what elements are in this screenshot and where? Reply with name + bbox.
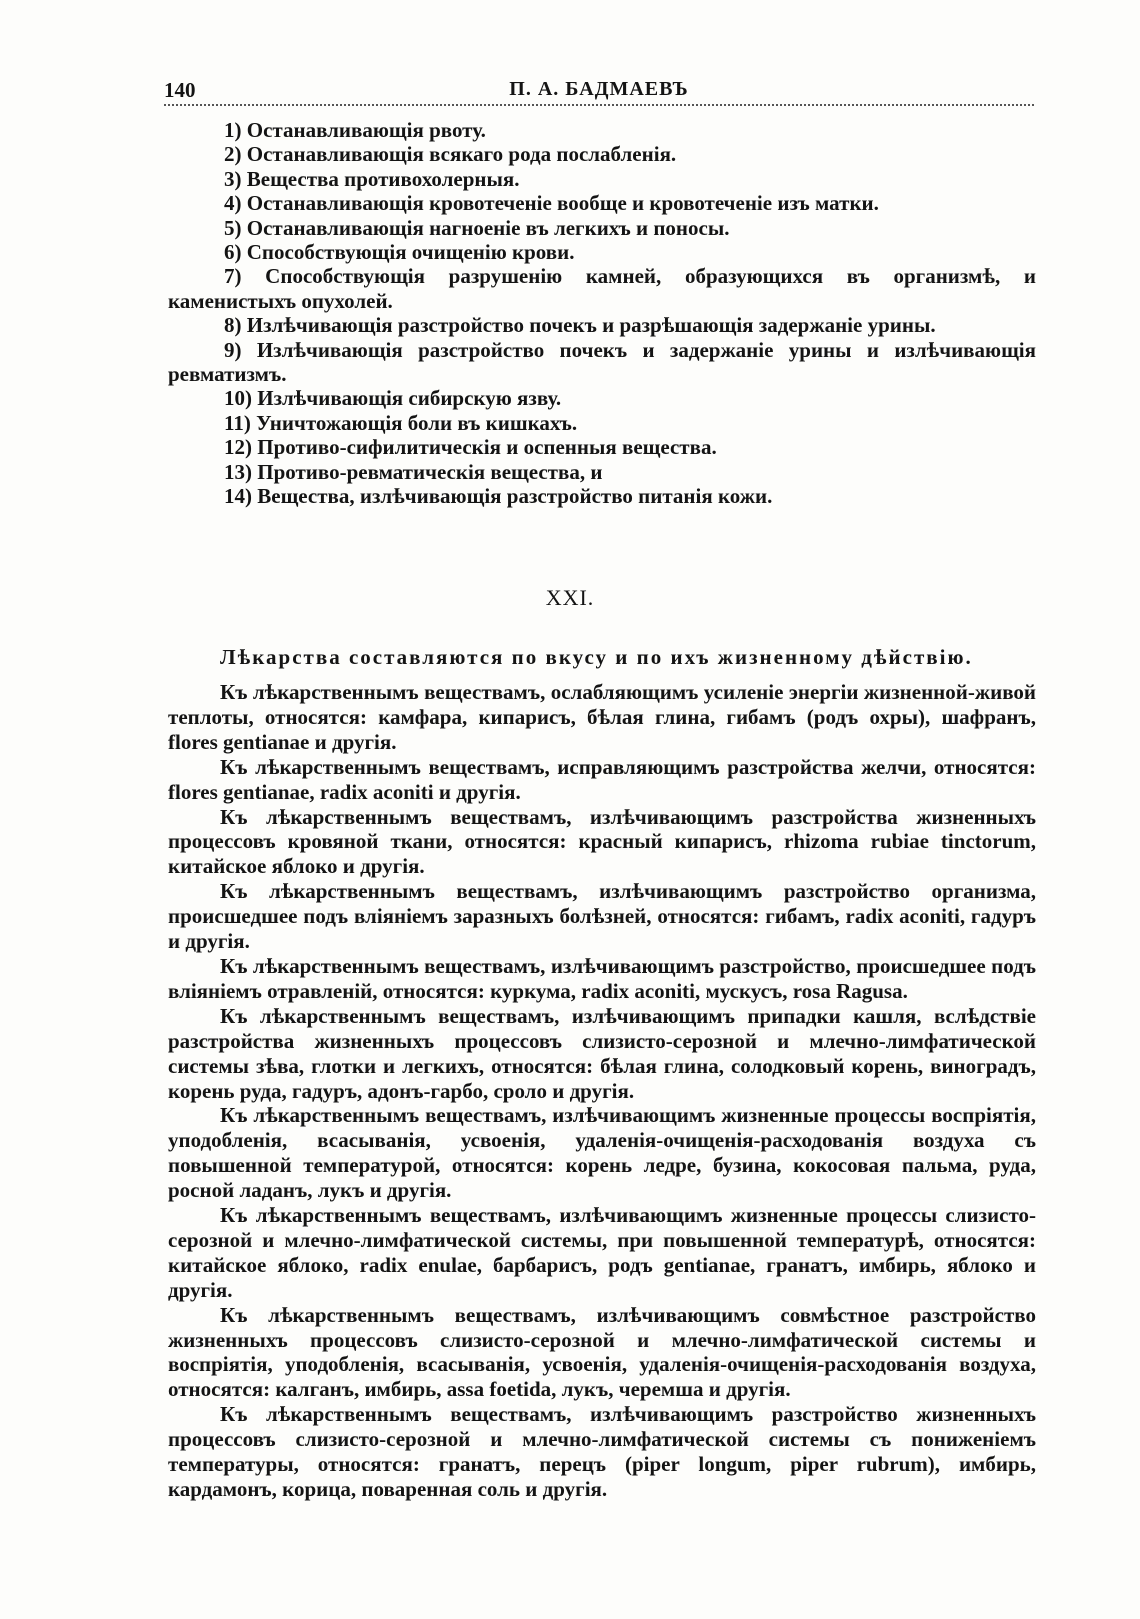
paragraph: Къ лѣкарственнымъ веществамъ, излѣчивающимъ жизненные процессы воспріятія, уподобленія, всасыванія, усвоенія, удаленія-очищенія-расходованія воздуха съ повышенной температурой, относятся: корень ледре, бузина, кокосовая пальма, руда, росной ладанъ, лукъ и другія. <box>168 1103 1036 1203</box>
section-number: XXI. <box>545 585 595 610</box>
list-item: 2) Останавливающія всякаго рода послабленія. <box>224 142 677 167</box>
paragraph: Къ лѣкарственнымъ веществамъ, излѣчивающимъ разстройство организма, происшедшее подъ вліяніемъ заразныхъ болѣзней, относятся: гибамъ, radix aconiti, гадуръ и другія. <box>168 879 1036 954</box>
body-text <box>168 680 1036 1502</box>
list-item: 13) Противо-ревматическія вещества, и <box>224 459 603 484</box>
list-item: 4) Останавливающія кровотеченіе вообще и кровотеченіе изъ матки. <box>224 191 879 216</box>
list-item: 6) Способствующія очищенію крови. <box>224 240 575 265</box>
running-head: П. А. БАДМАЕВЪ <box>509 78 689 100</box>
list-item: 3) Вещества противохолерныя. <box>224 166 520 191</box>
list-item: 12) Противо-сифилитическія и оспенныя вещества. <box>224 435 717 460</box>
page-number: 140 <box>164 78 196 102</box>
paragraph: Къ лѣкарственнымъ веществамъ, излѣчивающимъ разстройство жизненныхъ процессовъ слизисто-серозной и млечно-лимфатической системы съ пониженіемъ температуры, относятся: гранатъ, перецъ (piper longum, piper rubrum), имбирь, кардамонъ, корица, поваренная соль и другія. <box>168 1402 1036 1501</box>
list-item: 7) Способствующія разрушенію камней, образующихся въ организмѣ, и каменистыхъ опухолей. <box>168 264 1036 313</box>
list-item: 9) Излѣчивающія разстройство почекъ и задержаніе урины и излѣчивающія ревматизмъ. <box>168 337 1036 387</box>
paragraph: Къ лѣкарственнымъ веществамъ, излѣчивающимъ припадки кашля, вслѣдствіе разстройства жизненныхъ процессовъ слизисто-серозной и млечно-лимфатической системы зѣва, глотки и легкихъ, относятся: бѣлая глина, солодковый корень, виноградъ, корень руда, гадуръ, адонъ-гарбо, сроло и другія. <box>168 1003 1036 1103</box>
paragraph: Къ лѣкарственнымъ веществамъ, излѣчивающимъ разстройство, происшедшее подъ вліяніемъ отравленій, относятся: куркума, radix aconiti, мускусъ, rosa Ragusa. <box>168 953 1036 1003</box>
paragraph: Къ лѣкарственнымъ веществамъ, исправляющимъ разстройства желчи, относятся: flores gentianae, radix aconiti и другія. <box>168 754 1036 804</box>
paragraph: Къ лѣкарственнымъ веществамъ, излѣчивающимъ жизненные процессы слизисто-серозной и млечно-лимфатической системы, при повышенной температурѣ, относятся: китайское яблоко, radix enulae, барбарисъ, родъ gentianae, гранатъ, имбирь, яблоко и другія. <box>168 1203 1036 1302</box>
list-item: 14) Вещества, излѣчивающія разстройство питанія кожи. <box>224 484 773 509</box>
page-header <box>164 78 1034 106</box>
list-item: 10) Излѣчивающія сибирскую язву. <box>224 386 562 411</box>
paragraph: Къ лѣкарственнымъ веществамъ, излѣчивающимъ разстройства жизненныхъ процессовъ кровяной ткани, относятся: красный кипарисъ, rhizoma rubiae tinctorum, китайское яблоко и другія. <box>168 804 1036 879</box>
section-heading: Лѣкарства составляются по вкусу и по ихъ жизненному дѣйствію. <box>220 645 973 669</box>
list-item: 1) Останавливающія рвоту. <box>224 118 486 142</box>
list-item: 5) Останавливающія нагноеніе въ легкихъ и поносы. <box>224 215 730 240</box>
numbered-list <box>168 118 1036 509</box>
paragraph: Къ лѣкарственнымъ веществамъ, ослабляющимъ усиленіе энергіи жизненной-живой теплоты, относятся: камфара, кипарисъ, бѣлая глина, гибамъ (родъ охры), шафранъ, flores gentianae и другія. <box>168 680 1036 754</box>
list-item: 8) Излѣчивающія разстройство почекъ и разрѣшающія задержаніе урины. <box>224 313 936 338</box>
list-item: 11) Уничтожающія боли въ кишкахъ. <box>224 410 578 435</box>
paragraph: Къ лѣкарственнымъ веществамъ, излѣчивающимъ совмѣстное разстройство жизненныхъ процессовъ слизисто-серозной и млечно-лимфатической системы и воспріятія, уподобленія, всасыванія, усвоенія, удаленія-очищенія-расходованія воздуха, относятся: калганъ, имбирь, assa foetida, лукъ, черемша и другія. <box>168 1302 1036 1402</box>
